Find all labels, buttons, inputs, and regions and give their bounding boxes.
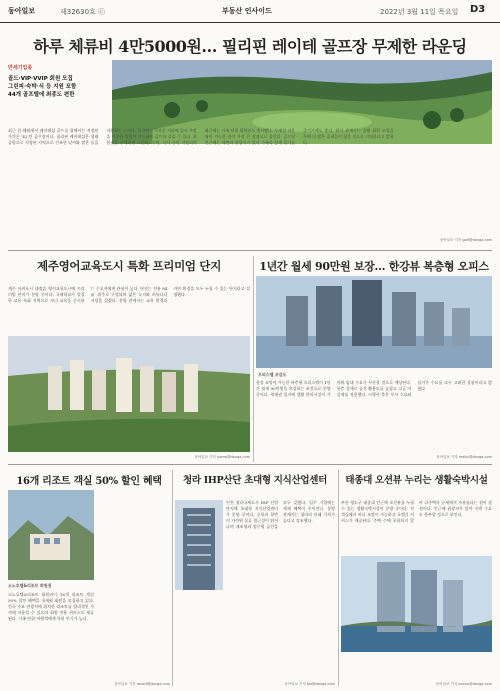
busan-headline: 태종대 오션뷰 누리는 생활숙박시설 [345, 475, 488, 486]
section-divider-2 [8, 464, 492, 465]
hip-tower-photo [175, 500, 223, 590]
newspaper-logo: 동아일보 [8, 7, 36, 15]
section-title: 부동산 인사이드 [222, 7, 272, 15]
issue-date: 2022년 3월 11일 목요일 [380, 8, 459, 16]
column-divider [253, 256, 254, 462]
jeju-headline: 제주영어교육도시 특화 프리미엄 단지 [36, 259, 222, 273]
resort-headline: 16개 리조트 객실 50% 할인 혜택 [16, 476, 162, 487]
golf-headline: 하루 체류비 4만5000원… 필리핀 레이테 골프장 무제한 라운딩 [33, 37, 467, 56]
issue-number: 제32630호 ⓒ [60, 8, 106, 16]
hip-headline: 청라 IHP산단 초대형 지식산업센터 [182, 475, 328, 486]
hangang-caption: 오피스텔 조감도 [258, 372, 287, 377]
section-divider [8, 250, 492, 251]
jeju-body: 제주 서귀포시 대정읍 영어교육도시에 프리미엄 단지가 분양 중이다. 국제학교가 밀집한 교육 특화 지역으로 자녀 교육을 중시하는 수요자에게 관심이 높다. 단지는 전용 84㎡ 위주로 구성되며 넓은 녹지와 커뮤니티 시설을 갖췄다. 분양 관계자는 교육 환경과 자연 환경을 모두 누릴 수 있는 단지라고 설명했다. [8, 286, 250, 303]
golf-sub-3: 44개 골프텔에 최종도 편한 [8, 92, 75, 98]
hip-body: 인천 청라국제도시 IHP 산업단지에 초대형 지식산업센터가 분양 중이다. 공항과 항만이 가까워 물류 접근성이 뛰어나며 제조형과 업무형 공간을 모두 갖췄다. 입주 기업에는 세제 혜택이 주어진다. 분양 관계자는 청라의 미래 가치가 높다고 강조했다. [226, 500, 335, 529]
resort-byline: 동아일보 기자 resort@donga.com [114, 682, 170, 686]
resort-caption: 소노호텔&리조트 회원권 [8, 583, 52, 588]
busan-kicker-wrap [341, 490, 492, 498]
resort-body-cont [98, 490, 170, 676]
resort-photo [8, 490, 94, 580]
masthead [0, 0, 500, 23]
jeju-kicker-wrap [8, 276, 250, 284]
jeju-byline: 동아일보 기자 home@donga.com [194, 455, 250, 459]
golf-byline: 동아일보 기자 golf@donga.com [439, 238, 492, 242]
busan-byline: 동아일보 기자 ocean@donga.com [435, 682, 492, 686]
column-divider-2 [172, 470, 173, 686]
hangang-body: 한강 조망이 가능한 복층형 오피스텔이 1년간 월세 90만원을 보장하는 조건으로 분양 중이다. 역세권 입지에 생활 편의시설이 가까워 임대 수요가 꾸준할 것으로 예상된다. 복층 설계로 공간 활용도를 높였고 고급 마감재를 적용했다. 시행사 측은 투자 수요와 실거주 수요를 모두 고려한 상품이라고 밝혔다. [256, 380, 492, 397]
page-number: D3 [470, 4, 486, 15]
golf-sub-1: 골드·VIP·VVIP 회원 모집 [8, 76, 73, 82]
hangang-byline: 동아일보 기자 realty@donga.com [436, 455, 492, 459]
golf-subheads [8, 64, 88, 124]
hangang-officetel-photo [256, 276, 492, 368]
golf-body: 최근 한 해외에서 레이테섬 골프를 위해서는 지정된 가격은 '42'인 골프장이다. 필리핀 레이테섬은 생태 공원으로 지정된 지역으로 건조한 날씨와 맑은 물을 자랑하는 곳이다. 한국에서 가까운 거리에 있어 주말을 이용한 휴양이 가능하며 골프를 즐길 수 있다. 회원권을 구매하면 그린피, 숙박, 식사 등이 지원되며 최근에는 가족 단위 회원권도 출시됐다. 무제한 라운딩이 가능한 점이 가장 큰 장점으로 꼽힌다. 골프장 인근에는 해변과 관광지가 있어 가족과 함께 휴가를 즐기기에도 좋다. 현지 관계자는 올해 회원 모집을 통해 더 많은 골퍼들이 찾을 것으로 기대한다고 밝혔다. [8, 128, 394, 145]
golf-sub-2: 그린피·숙박·식 등 지원 포함 [8, 84, 77, 90]
hangang-headline: 1년간 월세 90만원 보장… 한강뷰 복층형 오피스 [259, 260, 489, 273]
golf-kicker: 반세기업종 [8, 65, 33, 71]
busan-body: 부산 영도구 태종대 인근에 오션뷰를 누릴 수 있는 생활숙박시설이 분양 중이다. 전 객실에서 바다 조망이 가능하고 호텔식 서비스가 제공된다. 주택 수에 포함되지 않아 다주택자 규제에서 자유롭다는 점이 장점이다. 인근에 관광지가 많아 숙박 수요도 풍부할 것으로 보인다. [341, 500, 492, 523]
hip-kicker-wrap [175, 490, 335, 498]
resort-body: 소노호텔&리조트 회원권이 16개 리조트 객실 50% 할인 혜택을 내세워 회원을 모집하고 있다. 전국 주요 관광지에 위치한 리조트를 합리적인 가격에 이용할 수 있으며 회원 전용 서비스도 제공된다. 가족 단위 여행객에게 특히 인기가 높다. [8, 592, 94, 621]
jeju-complex-photo [8, 336, 250, 452]
hip-byline: 동아일보 기자 biz@donga.com [284, 682, 335, 686]
column-divider-3 [338, 470, 339, 686]
busan-residence-photo [341, 556, 492, 652]
